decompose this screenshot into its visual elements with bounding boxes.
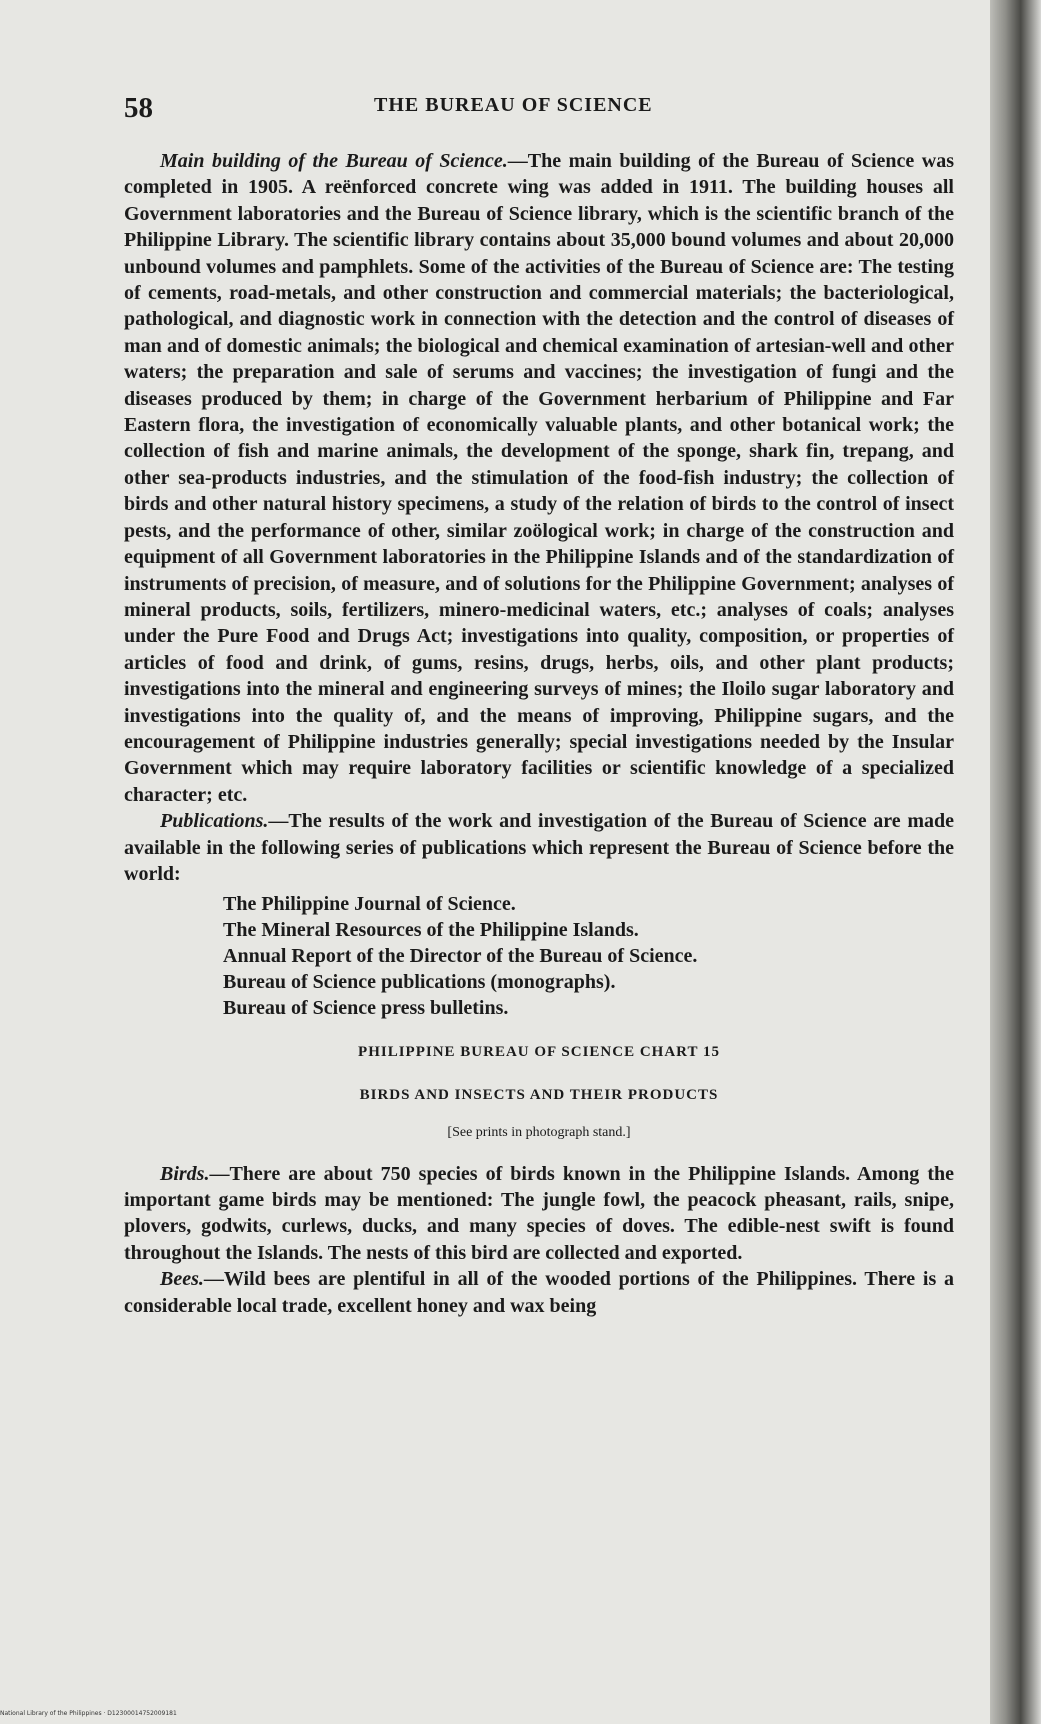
paragraph-lead: Publications. bbox=[160, 810, 269, 833]
paragraph-lead: Birds. bbox=[160, 1162, 210, 1185]
scan-credit: National Library of the Philippines · D12300014752009181 bbox=[0, 1710, 177, 1717]
publications-list bbox=[124, 891, 954, 1021]
list-item: Annual Report of the Director of the Bureau of Science. bbox=[223, 945, 698, 968]
paragraph-publications bbox=[124, 808, 954, 887]
paragraph-text: —The main building of the Bureau of Science was completed in 1905. A reënforced concrete wing was added in 1911. The building houses all Government laboratories and the Bureau of Science library, which is the scientific branch of the Philippine Library. The scientific library contains about 35,000 bound volumes and about 20,000 unbound volumes and pamphlets. Some of the activities of the Bureau of Science are: The testing of cements, road-metals, and other construction and commercial materials; the bacteriological, pathological, and diagnostic work in connection with the detection and the control of diseases of man and of domestic animals; the biological and chemical examination of artesian-well and other waters; the preparation and sale of serums and vaccines; the investigation of fungi and the diseases produced by them; in charge of the Government herbarium of Philippine and Far Eastern flora, the investigation of economically valuable plants, and other botanical work; the collection of fish and marine animals, the development of the sponge, shark fin, trepang, and other sea-products industries, and the stimulation of the food-fish industry; the collection of birds and other natural history specimens, a study of the relation of birds to the control of insect pests, and the performance of other, similar zoölogical work; in charge of the construction and equipment of all Government laboratories in the Philippine Islands and of the standardization of instruments of precision, of measure, and of solutions for the Philippine Government; analyses of mineral products, soils, fertilizers, minero-medicinal waters, etc.; analyses of coals; analyses under the Pure Food and Drugs Act; investigations into quality, composition, or properties of articles of food and drink, of gums, resins, drugs, herbs, oils, and other plant products; investigations into the mineral and engineering surveys of mines; the Iloilo sugar laboratory and investigations into the quality of, and the means of improving, Philippine sugars, and the encouragement of Philippine industries generally; special investigations needed by the Insular Government which may require laboratory facilities or scientific knowledge of a specialized character; etc. bbox=[124, 150, 954, 806]
paragraph-main-building bbox=[124, 148, 954, 808]
paragraph-lead: Main building of the Bureau of Science. bbox=[160, 150, 508, 172]
paragraph-bees bbox=[124, 1266, 954, 1319]
chart-section-note: [See prints in photograph stand.] bbox=[447, 1125, 631, 1141]
paragraph-lead: Bees. bbox=[160, 1268, 204, 1291]
page-header bbox=[124, 92, 954, 132]
running-head: THE BUREAU OF SCIENCE bbox=[374, 94, 653, 116]
chart-section-heading: PHILIPPINE BUREAU OF SCIENCE CHART 15 bbox=[358, 1044, 720, 1061]
list-item: Bureau of Science press bulletins. bbox=[223, 997, 509, 1020]
paragraph-birds bbox=[124, 1161, 954, 1267]
list-item: The Mineral Resources of the Philippine Islands. bbox=[223, 919, 639, 942]
paragraph-text: —There are about 750 species of birds known in the Philippine Islands. Among the important game birds may be mentioned: The jungle fowl, the peacock pheasant, rails, snipe, plovers, godwits, curlews, ducks, and many species of doves. The edible-nest swift is found throughout the Islands. The nests of this bird are collected and exported. bbox=[124, 1162, 954, 1264]
body-text bbox=[124, 148, 954, 1319]
chart-section-subheading: BIRDS AND INSECTS AND THEIR PRODUCTS bbox=[359, 1086, 719, 1103]
page-number: 58 bbox=[124, 92, 153, 124]
list-item: Bureau of Science publications (monographs). bbox=[223, 971, 616, 994]
page-edge-shadow bbox=[990, 0, 1041, 1724]
paragraph-text: —The results of the work and investigation of the Bureau of Science are made available in the following series of publications which represent the Bureau of Science before the world: bbox=[124, 810, 954, 885]
paragraph-text: —Wild bees are plentiful in all of the wooded portions of the Philippines. There is a considerable local trade, excellent honey and wax being bbox=[124, 1268, 954, 1317]
list-item: The Philippine Journal of Science. bbox=[223, 893, 516, 916]
